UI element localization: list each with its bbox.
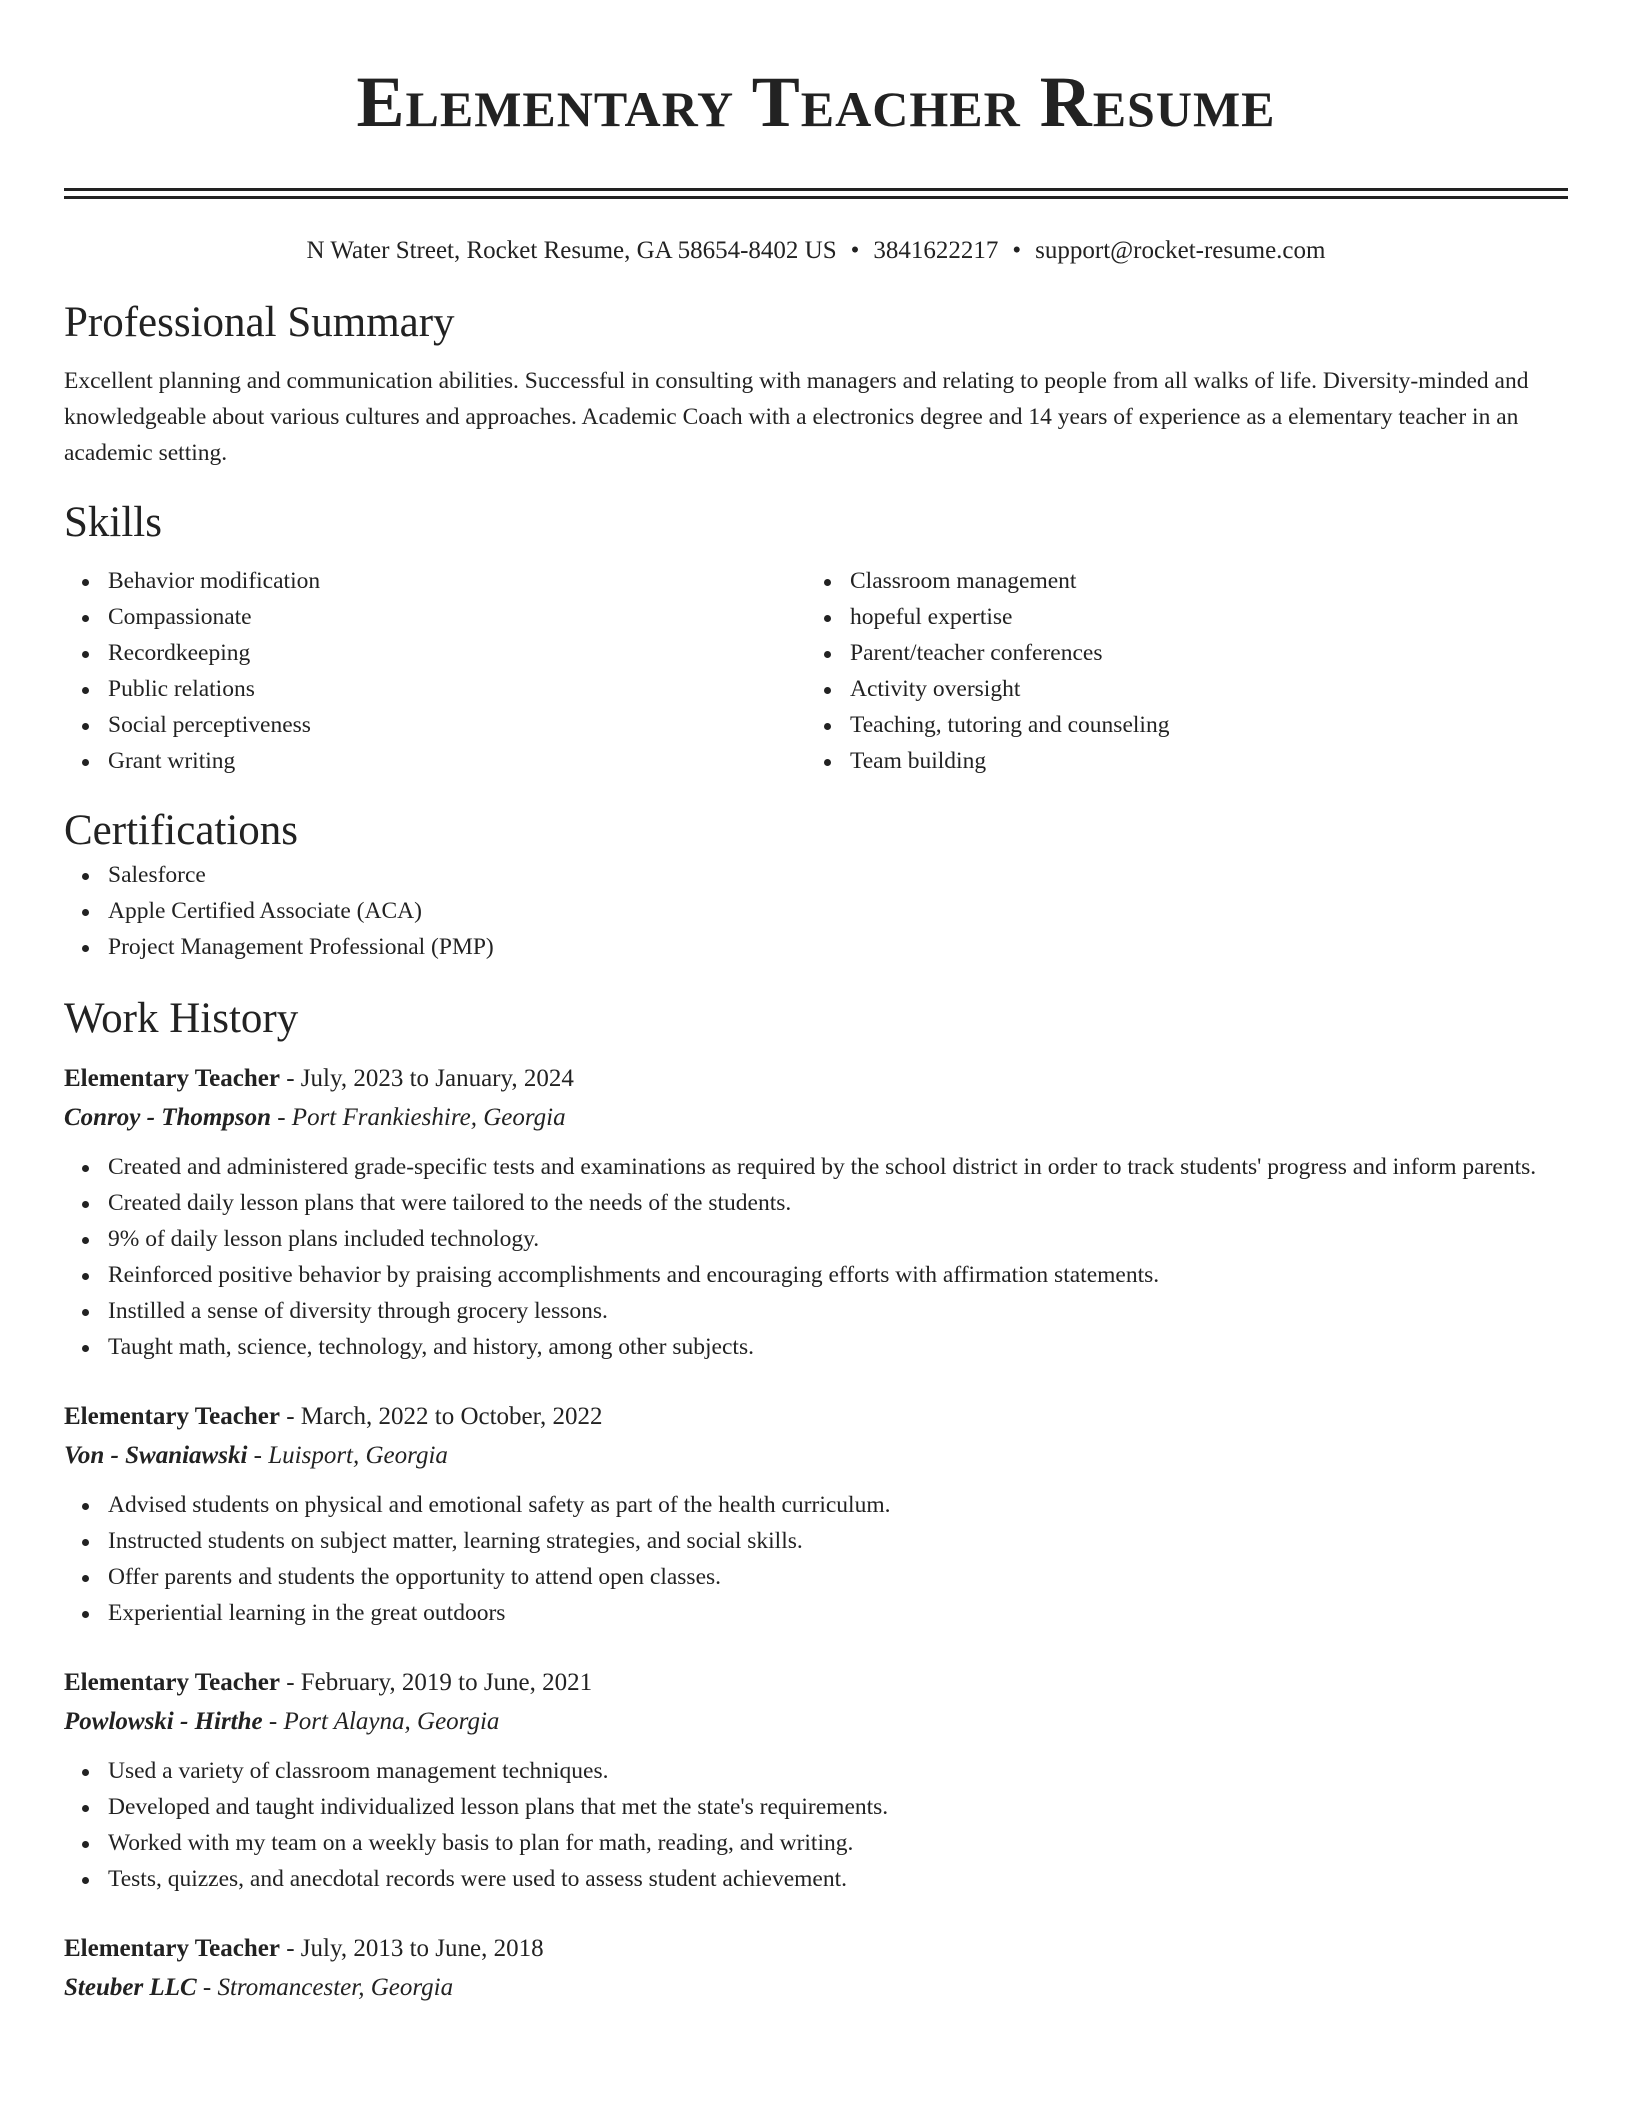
job-bullet: Offer parents and students the opportunity to attend open classes. xyxy=(108,1559,1568,1595)
skill-item: Team building xyxy=(850,743,1548,779)
job-company-line xyxy=(64,1969,1568,2007)
job-company-line xyxy=(64,1703,1568,1741)
job-company: Von - Swaniawski xyxy=(64,1442,248,1469)
job-location: - Port Alayna, Georgia xyxy=(262,1708,500,1735)
job-location: - Stromancester, Georgia xyxy=(196,1974,454,2001)
certifications-heading: Certifications xyxy=(64,807,299,854)
job-entry xyxy=(64,1059,1568,1365)
job-entry xyxy=(64,1929,1568,2007)
contact-separator: • xyxy=(1012,237,1022,264)
job-company-line xyxy=(64,1099,1568,1137)
job-entry xyxy=(64,1397,1568,1631)
job-title-line xyxy=(64,1397,1568,1437)
title-divider-top xyxy=(64,188,1568,191)
contact-phone: 3841622217 xyxy=(873,237,999,264)
job-dates: - July, 2013 to June, 2018 xyxy=(279,1935,544,1962)
work-history-heading: Work History xyxy=(64,995,299,1042)
job-bullet: 9% of daily lesson plans included technology. xyxy=(108,1221,1568,1257)
job-bullet: Reinforced positive behavior by praising accomplishments and encouraging efforts with affirmation statements. xyxy=(108,1257,1568,1293)
certification-item: Salesforce xyxy=(108,857,1568,893)
skill-item: Classroom management xyxy=(850,563,1548,599)
title-divider-bottom xyxy=(64,196,1568,199)
skills-heading: Skills xyxy=(64,499,162,546)
job-bullet: Taught math, science, technology, and history, among other subjects. xyxy=(108,1329,1568,1365)
job-title-line xyxy=(64,1059,1568,1099)
job-bullet: Developed and taught individualized lesson plans that met the state's requirements. xyxy=(108,1789,1568,1825)
job-location: - Port Frankieshire, Georgia xyxy=(270,1104,566,1131)
job-title: Elementary Teacher xyxy=(64,1669,280,1696)
job-title: Elementary Teacher xyxy=(64,1403,280,1430)
resume-title: Elementary Teacher Resume xyxy=(356,62,1276,142)
skill-item: Public relations xyxy=(108,671,806,707)
job-title: Elementary Teacher xyxy=(64,1935,280,1962)
job-bullet: Experiential learning in the great outdoors xyxy=(108,1595,1568,1631)
skill-item: Grant writing xyxy=(108,743,806,779)
job-bullets xyxy=(64,1487,1568,1631)
contact-line xyxy=(64,235,1568,267)
job-company: Powlowski - Hirthe xyxy=(64,1708,263,1735)
job-bullets xyxy=(64,1149,1568,1365)
job-bullets xyxy=(64,1753,1568,1897)
job-title-line xyxy=(64,1929,1568,1969)
job-title-line xyxy=(64,1663,1568,1703)
certification-item: Project Management Professional (PMP) xyxy=(108,929,1568,965)
skill-item: hopeful expertise xyxy=(850,599,1548,635)
job-bullet: Instructed students on subject matter, learning strategies, and social skills. xyxy=(108,1523,1568,1559)
job-dates: - March, 2022 to October, 2022 xyxy=(279,1403,603,1430)
job-company: Conroy - Thompson xyxy=(64,1104,271,1131)
summary-text: Excellent planning and communication abilities. Successful in consulting with managers and relating to people from all walks of life. Diversity-minded and knowledgeable about various cultures and approaches. Academic Coach with a electronics degree and 14 years of experience as a elementary teacher in an academic setting. xyxy=(64,368,1529,466)
job-bullet: Worked with my team on a weekly basis to plan for math, reading, and writing. xyxy=(108,1825,1568,1861)
contact-separator: • xyxy=(850,237,860,264)
skills-grid xyxy=(64,563,1568,779)
job-company: Steuber LLC xyxy=(64,1974,197,2001)
contact-email: support@rocket-resume.com xyxy=(1035,237,1326,264)
skill-item: Social perceptiveness xyxy=(108,707,806,743)
job-location: - Luisport, Georgia xyxy=(247,1442,448,1469)
certifications-list xyxy=(64,857,1568,965)
contact-address: N Water Street, Rocket Resume, GA 58654-8402 US xyxy=(306,237,837,264)
job-entry xyxy=(64,1663,1568,1897)
job-bullet: Created and administered grade-specific tests and examinations as required by the school district in order to track students' progress and inform parents. xyxy=(108,1149,1568,1185)
job-bullet: Instilled a sense of diversity through grocery lessons. xyxy=(108,1293,1568,1329)
job-dates: - February, 2019 to June, 2021 xyxy=(279,1669,593,1696)
job-bullet: Used a variety of classroom management techniques. xyxy=(108,1753,1568,1789)
job-bullet: Tests, quizzes, and anecdotal records were used to assess student achievement. xyxy=(108,1861,1568,1897)
certification-item: Apple Certified Associate (ACA) xyxy=(108,893,1568,929)
skill-item: Compassionate xyxy=(108,599,806,635)
skill-item: Behavior modification xyxy=(108,563,806,599)
summary-heading: Professional Summary xyxy=(64,299,455,346)
skills-column-left xyxy=(64,563,806,779)
job-title: Elementary Teacher xyxy=(64,1065,280,1092)
skill-item: Teaching, tutoring and counseling xyxy=(850,707,1548,743)
skill-item: Activity oversight xyxy=(850,671,1548,707)
job-bullet: Created daily lesson plans that were tailored to the needs of the students. xyxy=(108,1185,1568,1221)
job-dates: - July, 2023 to January, 2024 xyxy=(279,1065,574,1092)
job-bullet: Advised students on physical and emotional safety as part of the health curriculum. xyxy=(108,1487,1568,1523)
skills-column-right xyxy=(806,563,1548,779)
skill-item: Recordkeeping xyxy=(108,635,806,671)
job-company-line xyxy=(64,1437,1568,1475)
skill-item: Parent/teacher conferences xyxy=(850,635,1548,671)
